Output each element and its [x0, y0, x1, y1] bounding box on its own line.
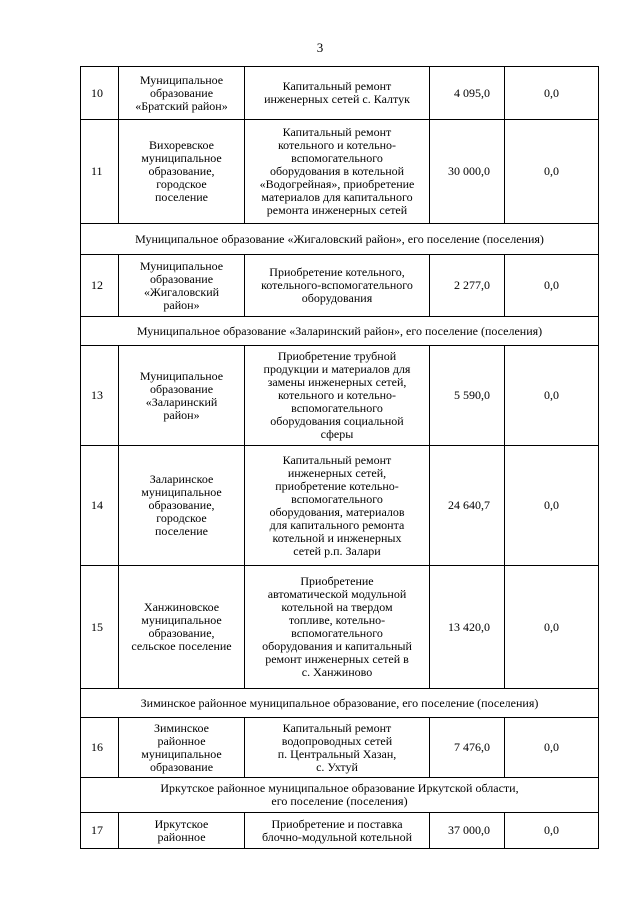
- description-cell: Приобретение котельного, котельного-вспомогательного оборудования: [245, 255, 430, 317]
- row-number-cell: 12: [81, 255, 119, 317]
- section-row: [81, 317, 599, 346]
- amount-cell: 30 000,0: [430, 120, 505, 224]
- section-row: [81, 778, 599, 813]
- second-amount-cell: 0,0: [505, 813, 599, 849]
- row-number-cell: 13: [81, 346, 119, 446]
- second-amount-cell: 0,0: [505, 255, 599, 317]
- second-amount-cell: 0,0: [505, 566, 599, 689]
- description-cell: Капитальный ремонт котельного и котельно- вспомогательного оборудования в котельной «Водогрейная», приобретение материалов для капитального ремонта инженерных сетей: [245, 120, 430, 224]
- municipality-cell: Вихоревское муниципальное образование, городское поселение: [119, 120, 245, 224]
- second-amount-cell: 0,0: [505, 67, 599, 120]
- municipality-cell: Иркутское районное: [119, 813, 245, 849]
- description-cell: Приобретение и поставка блочно-модульной котельной: [245, 813, 430, 849]
- table-row: [81, 346, 599, 446]
- municipality-cell: Ханжиновское муниципальное образование, сельское поселение: [119, 566, 245, 689]
- row-number-cell: 10: [81, 67, 119, 120]
- section-heading: Зиминское районное муниципальное образование, его поселение (поселения): [81, 689, 599, 718]
- amount-cell: 2 277,0: [430, 255, 505, 317]
- row-number-cell: 17: [81, 813, 119, 849]
- table-row: [81, 255, 599, 317]
- second-amount-cell: 0,0: [505, 120, 599, 224]
- amount-cell: 7 476,0: [430, 718, 505, 778]
- table-body: [81, 67, 599, 849]
- amount-cell: 24 640,7: [430, 446, 505, 566]
- table-row: [81, 120, 599, 224]
- municipality-cell: Муниципальное образование «Братский район»: [119, 67, 245, 120]
- row-number-cell: 11: [81, 120, 119, 224]
- description-cell: Капитальный ремонт инженерных сетей с. Калтук: [245, 67, 430, 120]
- description-cell: Приобретение трубной продукции и материалов для замены инженерных сетей, котельного и котельно- вспомогательного оборудования социальной сферы: [245, 346, 430, 446]
- section-heading: Иркутское районное муниципальное образование Иркутской области, его поселение (поселения): [81, 778, 599, 813]
- section-heading: Муниципальное образование «Заларинский район», его поселение (поселения): [81, 317, 599, 346]
- second-amount-cell: 0,0: [505, 446, 599, 566]
- section-heading: Муниципальное образование «Жигаловский район», его поселение (поселения): [81, 224, 599, 255]
- row-number-cell: 15: [81, 566, 119, 689]
- section-row: [81, 224, 599, 255]
- section-row: [81, 689, 599, 718]
- amount-cell: 4 095,0: [430, 67, 505, 120]
- municipality-cell: Муниципальное образование «Заларинский район»: [119, 346, 245, 446]
- row-number-cell: 16: [81, 718, 119, 778]
- amount-cell: 37 000,0: [430, 813, 505, 849]
- table-row: [81, 67, 599, 120]
- table-row: [81, 566, 599, 689]
- description-cell: Приобретение автоматической модульной котельной на твердом топливе, котельно- вспомогательного оборудования и капитальный ремонт инженерных сетей в с. Ханжиново: [245, 566, 430, 689]
- row-number-cell: 14: [81, 446, 119, 566]
- table-row: [81, 813, 599, 849]
- table-row: [81, 718, 599, 778]
- amount-cell: 13 420,0: [430, 566, 505, 689]
- table-row: [81, 446, 599, 566]
- description-cell: Капитальный ремонт инженерных сетей, приобретение котельно- вспомогательного оборудования, материалов для капитального ремонта котельной и инженерных сетей р.п. Залари: [245, 446, 430, 566]
- second-amount-cell: 0,0: [505, 346, 599, 446]
- funding-table: [80, 66, 599, 849]
- amount-cell: 5 590,0: [430, 346, 505, 446]
- municipality-cell: Зиминское районное муниципальное образование: [119, 718, 245, 778]
- municipality-cell: Муниципальное образование «Жигаловский район»: [119, 255, 245, 317]
- page-number: 3: [316, 40, 324, 55]
- municipality-cell: Заларинское муниципальное образование, городское поселение: [119, 446, 245, 566]
- second-amount-cell: 0,0: [505, 718, 599, 778]
- description-cell: Капитальный ремонт водопроводных сетей п. Центральный Хазан, с. Ухтуй: [245, 718, 430, 778]
